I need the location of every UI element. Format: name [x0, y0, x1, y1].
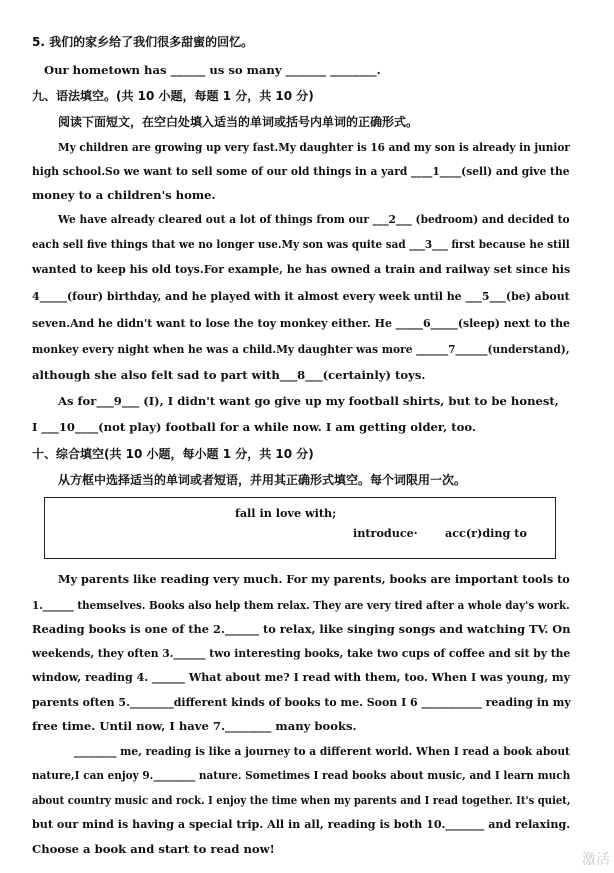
- section-10-instruction: 从方框中选择适当的单词或者短语，并用其正确形式填空。每个词限用一次。: [58, 473, 467, 487]
- word-box-item: introduce·: [353, 526, 418, 540]
- passage-line: Choose a book and start to read now!: [32, 842, 275, 856]
- passage-line: I ___10____(not play) football for a while now. I am getting older, too.: [32, 420, 476, 434]
- passage-line: nature,I can enjoy 9.________ nature. Sometimes I read books about music, and I learn much: [32, 768, 571, 782]
- passage-line: parents often 5.________different kinds of books to me. Soon I 6 ___________ reading in my: [32, 695, 571, 709]
- passage-line: but our mind is having a special trip. All in all, reading is both 10._______ and relaxing.: [32, 817, 571, 831]
- passage-line: monkey every night when he was a child.My daughter was more ______7______(understand),: [32, 342, 570, 356]
- question-5-chinese: 5. 我们的家乡给了我们很多甜蜜的回忆。: [32, 35, 254, 49]
- passage-line: Reading books is one of the 2.______ to relax, like singing songs and watching TV. On: [32, 622, 571, 636]
- passage-line: 4_____(four) birthday, and he played with it almost every week until he ___5___(be) about: [32, 289, 570, 303]
- word-box-item: acc(r)ding to: [445, 526, 527, 540]
- section-10-heading: 十、综合填空(共 10 小题，每小题 1 分，共 10 分): [32, 447, 314, 461]
- passage-line: seven.And he didn't want to lose the toy monkey either. He _____6_____(sleep) next to the: [32, 316, 570, 330]
- passage-line: free time. Until now, I have 7.________ many books.: [32, 719, 357, 733]
- word-box-item: fall in love with;: [235, 506, 337, 520]
- passage-line: As for___9___ (I), I didn't want go give up my football shirts, but to be honest,: [58, 394, 559, 408]
- passage-line: weekends, they often 3.______ two interesting books, take two cups of coffee and sit by the: [32, 646, 571, 660]
- passage-line: My parents like reading very much. For my parents, books are important tools to: [58, 572, 570, 586]
- passage-line: high school.So we want to sell some of our old things in a yard ____1____(sell) and give the: [32, 164, 570, 178]
- word-box: [44, 497, 556, 559]
- passage-line: wanted to keep his old toys.For example, he has owned a train and railway set since his: [32, 262, 571, 276]
- passage-line: window, reading 4. ______ What about me? I read with them, too. When I was young, my: [32, 670, 570, 684]
- passage-line: each sell five things that we no longer use.My son was quite sad ___3___ first because he still: [32, 237, 570, 251]
- passage-line: We have already cleared out a lot of things from our ___2___ (bedroom) and decided to: [58, 212, 570, 226]
- passage-line: 1.______ themselves. Books also help them relax. They are very tired after a whole day's work.: [32, 598, 570, 612]
- passage-line: ________ me, reading is like a journey to a different world. When I read a book about: [74, 744, 570, 758]
- watermark-text: 激活: [582, 852, 610, 868]
- passage-line: money to a children's home.: [32, 188, 216, 202]
- passage-line: My children are growing up very fast.My daughter is 16 and my son is already in junior: [58, 140, 570, 154]
- section-9-heading: 九、语法填空。(共 10 小题，每题 1 分，共 10 分): [32, 89, 314, 103]
- passage-line: although she also felt sad to part with___8___(certainly) toys.: [32, 368, 426, 382]
- question-5-english: Our hometown has ______ us so many _______ ________.: [44, 63, 381, 77]
- passage-line: about country music and rock. I enjoy the time when my parents and I read together. It's quiet,: [32, 793, 571, 807]
- section-9-instruction: 阅读下面短文，在空白处填入适当的单词或括号内单词的正确形式。: [58, 115, 419, 129]
